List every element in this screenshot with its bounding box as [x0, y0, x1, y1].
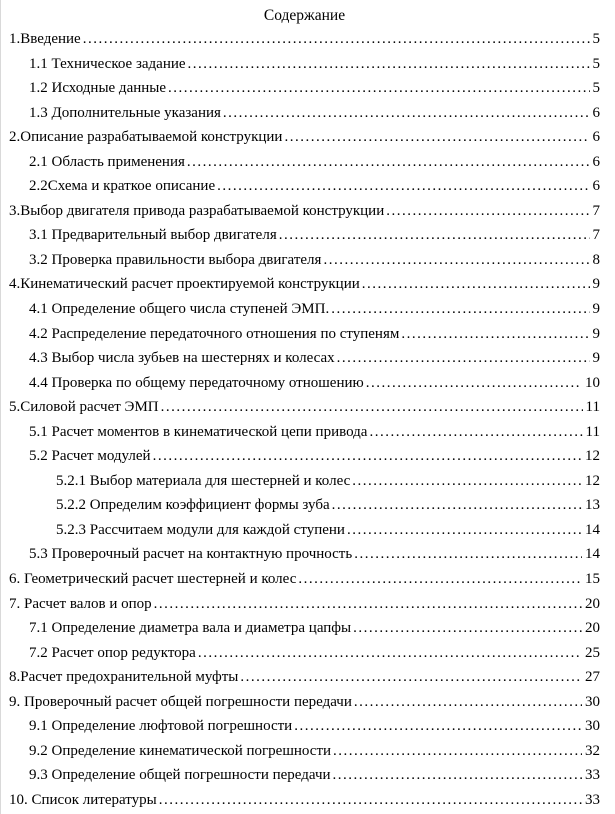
- toc-entry-page: 11: [585, 423, 600, 440]
- toc-entry-page: 7: [592, 227, 600, 244]
- toc-entry[interactable]: [9, 714, 600, 739]
- toc-entry-label: 2.Описание разрабатываемой конструкции: [9, 129, 283, 146]
- toc-entry-label: 5.2.2 Определим коэффициент формы зуба: [56, 497, 330, 514]
- toc-leader-dots: [354, 542, 582, 567]
- toc-entry[interactable]: [9, 174, 600, 199]
- toc-entry-label: 6. Геометрический расчет шестерней и колес: [9, 571, 297, 588]
- toc-entry-label: 9.3 Определение общей погрешности передачи: [29, 767, 331, 784]
- toc-leader-dots: [240, 665, 582, 690]
- toc-entry-page: 30: [585, 693, 600, 710]
- toc-entry-label: 5.1 Расчет моментов в кинематической цепи привода: [29, 423, 368, 440]
- toc-leader-dots: [217, 174, 589, 199]
- toc-entry-label: 1.Введение: [9, 31, 81, 47]
- toc-leader-dots: [83, 27, 590, 52]
- toc-leader-dots: [354, 690, 582, 715]
- toc-entry-label: 1.3 Дополнительные указания: [29, 104, 221, 121]
- toc-entry[interactable]: [9, 199, 600, 224]
- toc-entry-page: 6: [592, 178, 600, 195]
- toc-entry-page: 12: [585, 472, 600, 489]
- toc-entry[interactable]: [9, 395, 600, 420]
- toc-entry-page: 6: [592, 129, 600, 146]
- toc-leader-dots: [353, 616, 582, 641]
- toc-leader-dots: [347, 518, 582, 543]
- toc-entry-label: 4.2 Распределение передаточного отношения по ступеням: [29, 325, 400, 342]
- toc-entry-page: 33: [585, 791, 600, 808]
- toc-list: [9, 27, 600, 813]
- toc-entry[interactable]: [9, 52, 600, 77]
- toc-entry[interactable]: [9, 248, 600, 273]
- toc-entry-page: 14: [585, 546, 600, 563]
- toc-leader-dots: [188, 52, 590, 77]
- toc-entry[interactable]: [9, 518, 600, 543]
- toc-entry-page: 13: [585, 497, 600, 514]
- toc-entry[interactable]: [9, 444, 600, 469]
- toc-entry-page: 20: [585, 595, 600, 612]
- toc-entry[interactable]: [9, 297, 600, 322]
- toc-entry[interactable]: [9, 739, 600, 764]
- toc-entry[interactable]: [9, 763, 600, 788]
- toc-entry-label: 5.3 Проверочный расчет на контактную прочность: [29, 546, 353, 563]
- toc-entry[interactable]: [9, 101, 600, 126]
- toc-entry[interactable]: [9, 665, 600, 690]
- toc-leader-dots: [323, 248, 589, 273]
- toc-leader-dots: [223, 101, 590, 126]
- toc-leader-dots: [279, 223, 590, 248]
- toc-entry-page: 8: [592, 251, 600, 268]
- toc-entry-page: 9: [592, 276, 600, 293]
- toc-leader-dots: [369, 420, 582, 445]
- toc-entry-label: 3.2 Проверка правильности выбора двигателя: [29, 251, 322, 268]
- toc-entry-page: 6: [592, 153, 600, 170]
- toc-leader-dots: [168, 76, 589, 101]
- toc-leader-dots: [331, 297, 589, 322]
- toc-leader-dots: [159, 788, 582, 813]
- toc-leader-dots: [333, 739, 582, 764]
- toc-entry-page: 27: [585, 669, 600, 686]
- toc-entry[interactable]: [9, 76, 600, 101]
- toc-leader-dots: [337, 346, 590, 371]
- toc-entry-page: 6: [592, 104, 600, 121]
- toc-entry[interactable]: [9, 223, 600, 248]
- toc-entry-label: 8.Расчет предохранительной муфты: [9, 669, 239, 686]
- toc-entry-label: 10. Список литературы: [9, 791, 157, 808]
- toc-title: Содержание: [263, 7, 346, 24]
- toc-entry-label: 7. Расчет валов и опор: [9, 595, 152, 612]
- toc-leader-dots: [352, 469, 582, 494]
- toc-entry[interactable]: [9, 420, 600, 445]
- toc-leader-dots: [362, 272, 590, 297]
- toc-leader-dots: [187, 150, 590, 175]
- toc-leader-dots: [332, 493, 582, 518]
- toc-entry[interactable]: [9, 322, 600, 347]
- toc-entry-label: 7.1 Определение диаметра вала и диаметра цапфы: [29, 620, 352, 637]
- toc-leader-dots: [333, 763, 582, 788]
- toc-entry[interactable]: [9, 567, 600, 592]
- toc-entry-label: 3.Выбор двигателя привода разрабатываемой конструкции: [9, 202, 385, 219]
- toc-entry-label: 5.2 Расчет модулей: [29, 448, 151, 465]
- toc-entry-label: 4.3 Выбор числа зубьев на шестернях и колесах: [29, 350, 335, 367]
- toc-leader-dots: [153, 444, 582, 469]
- toc-entry-label: 1.2 Исходные данные: [29, 80, 167, 97]
- toc-entry-page: 7: [592, 202, 600, 219]
- toc-entry[interactable]: [9, 690, 600, 715]
- toc-entry[interactable]: [9, 592, 600, 617]
- toc-entry-page: 20: [585, 620, 600, 637]
- toc-leader-dots: [298, 567, 582, 592]
- toc-entry-page: 15: [585, 571, 600, 588]
- toc-entry-page: 25: [585, 644, 600, 661]
- toc-entry-page: 9: [592, 301, 600, 318]
- toc-entry[interactable]: [9, 542, 600, 567]
- toc-entry-label: 1.1 Техническое задание: [29, 55, 186, 72]
- toc-entry-page: 33: [585, 767, 600, 784]
- toc-entry-label: 5.2.3 Рассчитаем модули для каждой ступени: [56, 521, 345, 538]
- toc-entry-page: 14: [585, 521, 600, 538]
- toc-leader-dots: [386, 199, 589, 224]
- toc-entry-label: 5.2.1 Выбор материала для шестерней и колес: [56, 472, 351, 489]
- toc-entry-label: 2.2Схема и краткое описание: [29, 178, 216, 195]
- toc-leader-dots: [284, 125, 589, 150]
- toc-entry-label: 7.2 Расчет опор редуктора: [29, 644, 196, 661]
- toc-entry-label: 4.4 Проверка по общему передаточному отношению: [29, 374, 364, 391]
- toc-entry[interactable]: [9, 469, 600, 494]
- toc-entry[interactable]: [9, 125, 600, 150]
- toc-entry-page: 12: [585, 448, 600, 465]
- toc-entry-label: 5.Силовой расчет ЭМП: [9, 399, 159, 416]
- toc-leader-dots: [154, 592, 582, 617]
- toc-entry-page: 10: [585, 374, 600, 391]
- toc-entry[interactable]: [9, 27, 600, 52]
- toc-entry-label: 2.1 Область применения: [29, 153, 185, 170]
- toc-entry-label: 9.1 Определение люфтовой погрешности: [29, 718, 293, 735]
- toc-entry[interactable]: [9, 493, 600, 518]
- toc-entry-page: 5: [592, 31, 600, 47]
- toc-entry[interactable]: [9, 616, 600, 641]
- toc-entry-page: 30: [585, 718, 600, 735]
- toc-leader-dots: [294, 714, 582, 739]
- toc-leader-dots: [401, 322, 589, 347]
- toc-entry[interactable]: [9, 371, 600, 396]
- toc-entry-page: 9: [592, 350, 600, 367]
- toc-entry-page: 5: [592, 55, 600, 72]
- toc-leader-dots: [366, 371, 582, 396]
- toc-entry-page: 11: [585, 399, 600, 416]
- toc-entry[interactable]: [9, 150, 600, 175]
- toc-entry[interactable]: [9, 346, 600, 371]
- toc-entry-page: 5: [592, 80, 600, 97]
- toc-entry-label: 9.2 Определение кинематической погрешности: [29, 742, 332, 759]
- toc-entry-label: 4.1 Определение общего числа ступеней ЭМП.: [29, 301, 330, 318]
- toc-entry[interactable]: [9, 788, 600, 813]
- toc-entry-label: 4.Кинематический расчет проектируемой конструкции: [9, 276, 360, 293]
- toc-entry[interactable]: [9, 641, 600, 666]
- toc-leader-dots: [198, 641, 582, 666]
- toc-entry-label: 3.1 Предварительный выбор двигателя: [29, 227, 277, 244]
- toc-entry[interactable]: [9, 272, 600, 297]
- toc-entry-page: 9: [592, 325, 600, 342]
- toc-leader-dots: [161, 395, 583, 420]
- toc-entry-page: 32: [585, 742, 600, 759]
- toc-entry-label: 9. Проверочный расчет общей погрешности передачи: [9, 693, 352, 710]
